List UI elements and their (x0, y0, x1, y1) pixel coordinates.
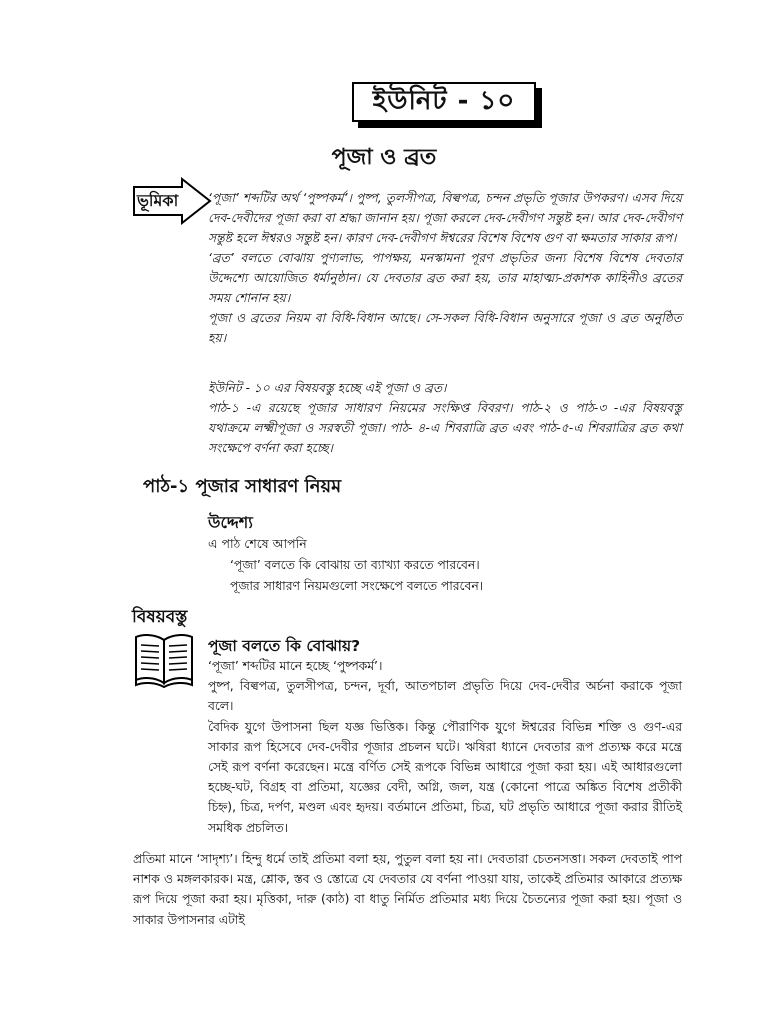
content-text (208, 656, 682, 838)
chapter-title: পূজা ও ব্রত (331, 145, 437, 170)
open-book-icon (133, 630, 195, 688)
objective-item: পূজার সাধারণ নিয়মগুলো সংক্ষেপে বলতে পারবেন। (230, 579, 484, 593)
overview-paragraph: ইউনিট - ১০ এর বিষয়বস্তু হচ্ছে এই পূজা ও ব্রত। (208, 381, 447, 395)
pratima-paragraph: প্রতিমা মানে ‘সাদৃশ্য’। হিন্দু ধর্মে তাই প্রতিমা বলা হয়, পুতুল বলা হয় না। দেবতারা চেতনসত্তা। সকল দেবতাই পাপ নাশক ও মঙ্গলকারক। মন্ত্র, শ্লোক, স্তব ও স্তোত্রে যে দেবতার যে বর্ণনা পাওয়া যায়, তাকেই প্রতিমার আকারে প্রত্যক্ষ রূপ দিয়ে পূজা করা হয়। মৃত্তিকা, দারু (কাঠ) বা ধাতু নির্মিত প্রতিমার মধ্য দিয়ে চৈতন্যের পূজা করা হয়। পূজা ও সাকার উপাসনার এটাই (133, 852, 682, 927)
objective-list (230, 555, 483, 597)
content-heading: বিষয়বস্তু (132, 607, 188, 627)
intro-paragraph: ‘ব্রত’ বলতে বোঝায় পুণ্যলাভ, পাপক্ষয়, মনস্কামনা পূরণ প্রভৃতির জন্য বিশেষ বিশেষ দেবতার উদ্দেশ্যে আয়োজিত ধর্মানুষ্ঠান। যে দেবতার ব্রত করা হয়, তার মাহাত্ম্য-প্রকাশক কাহিনীও ব্রতের সময় শোনান হয়। (208, 251, 682, 305)
content-paragraph: পুষ্প, বিল্বপত্র, তুলসীপত্র, চন্দন, দূর্বা, আতপচাল প্রভৃতি দিয়ে দেব-দেবীর অর্চনা করাকে পূজা বলে। (208, 679, 682, 714)
unit-overview (208, 378, 682, 458)
intro-paragraph: পূজা ও ব্রতের নিয়ম বা বিধি-বিধান আছে। সে-সকল বিধি-বিধান অনুসারে পূজা ও ব্রত অনুষ্ঠিত হয়। (208, 311, 682, 345)
content-paragraph: ‘পূজা’ শব্দটির মানে হচ্ছে ‘পুষ্পকর্ম’। (208, 659, 383, 673)
objective-item: ‘পূজা’ বলতে কি বোঝায় তা ব্যাখ্যা করতে পারবেন। (230, 558, 480, 572)
intro-paragraph: ‘পূজা’ শব্দটির অর্থ ‘পুষ্পকর্ম’। পুষ্প, তুলসীপত্র, বিল্বপত্র, চন্দন প্রভৃতি পূজার উপকরণ। এসব দিয়ে দেব-দেবীদের পূজা করা বা শ্রদ্ধা জানান হয়। পূজা করলে দেব-দেবীগণ সন্তুষ্ট হন। আর দেব-দেবীগণ সন্তুষ্ট হলে ঈশ্বরও সন্তুষ্ট হন। কারণ দেব-দেবীগণ ঈশ্বরের বিশেষ বিশেষ গুণ বা ক্ষমতার সাকার রূপ। (208, 191, 682, 245)
content-paragraph: বৈদিক যুগে উপাসনা ছিল যজ্ঞ ভিত্তিক। কিন্তু পৌরাণিক যুগে ঈশ্বরের বিভিন্ন শক্তি ও গুণ-এর সাকার রূপ হিসেবে দেব-দেবীর পূজার প্রচলন ঘটে। ঋষিরা ধ্যানে দেবতার রূপ প্রত্যক্ষ করে মন্ত্রে সেই রূপ বর্ণনা করেছেন। মন্ত্রে বর্ণিত সেই রূপকে বিভিন্ন আধারে পূজা করা হয়। এই আধারগুলো হচ্ছে-ঘট, বিগ্রহ বা প্রতিমা, যজ্ঞের বেদী, অগ্নি, জল, যন্ত্র (কোনো পাত্রে অঙ্কিত বিশেষ প্রতীকী চিহ্ন), চিত্র, দর্পণ, মণ্ডল এবং হৃদয়। বর্তমানে প্রতিমা, চিত্র, ঘট প্রভৃতি আধারে পূজা করার রীতিই সমধিক প্রচলিত। (208, 719, 682, 835)
objective-intro: এ পাঠ শেষে আপনি (208, 536, 307, 551)
lesson-title: পাঠ-১ পূজার সাধারণ নিয়ম (143, 476, 342, 497)
unit-title-box (352, 82, 536, 122)
intro-text (208, 188, 682, 348)
intro-label: ভূমিকা (137, 191, 179, 210)
objective-heading: উদ্দেশ্য (208, 513, 253, 532)
overview-paragraph: পাঠ-১ -এ রয়েছে পূজার সাধারণ নিয়মের সংক্ষিপ্ত বিবরণ। পাঠ-২ ও পাঠ-৩ -এর বিষয়বস্তু যথাক্রমে লক্ষ্মীপূজা ও সরস্বতী পূজা। পাঠ- ৪-এ শিবরাত্রি ব্রত এবং পাঠ-৫-এ শিবরাত্রির ব্রত কথা সংক্ষেপে বর্ণনা করা হচ্ছে। (208, 401, 682, 455)
question-heading: পূজা বলতে কি বোঝায়? (208, 637, 361, 655)
unit-title: ইউনিট - ১০ (372, 86, 516, 116)
